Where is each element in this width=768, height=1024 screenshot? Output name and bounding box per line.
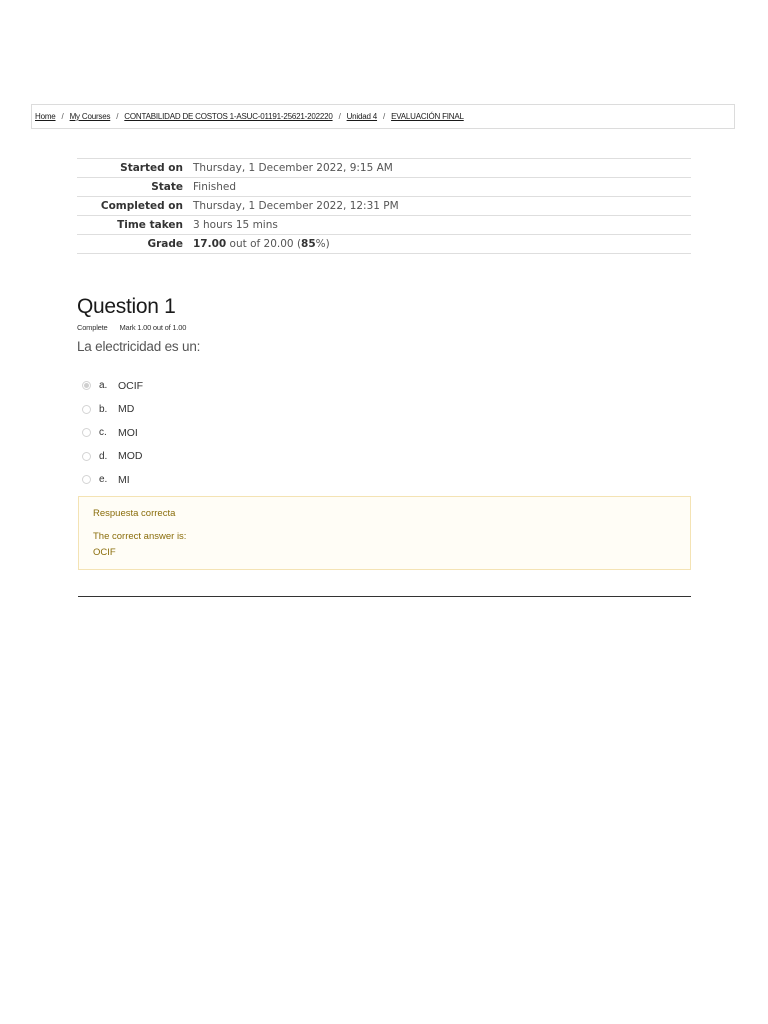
- grade-tail: %): [315, 238, 330, 250]
- answer-option-b[interactable]: [82, 398, 143, 422]
- correct-answer-label: The correct answer is:: [93, 531, 187, 542]
- correct-answer-value: OCIF: [93, 547, 116, 558]
- summary-row-grade: [77, 235, 691, 254]
- option-text: MOD: [118, 450, 143, 463]
- option-text: MI: [118, 473, 130, 486]
- grade-percent: 85: [301, 238, 316, 250]
- summary-row-started: [77, 159, 691, 178]
- summary-label: State: [151, 181, 183, 193]
- attempt-summary-table: [77, 158, 691, 254]
- breadcrumb: [31, 104, 735, 129]
- question-title: Question 1: [77, 295, 176, 318]
- option-text: OCIF: [118, 379, 144, 392]
- summary-label: Time taken: [117, 219, 183, 231]
- summary-row-time-taken: [77, 216, 691, 235]
- divider: [78, 596, 691, 597]
- radio-button[interactable]: [82, 428, 91, 437]
- grade-out-of: out of 20.00 (: [226, 238, 302, 250]
- option-letter: e.: [99, 474, 108, 486]
- answer-options: [82, 374, 143, 492]
- summary-value: Thursday, 1 December 2022, 9:15 AM: [193, 162, 393, 174]
- question-info: [77, 323, 186, 332]
- breadcrumb-home-link[interactable]: Home: [35, 112, 56, 121]
- question-mark: Mark 1.00 out of 1.00: [119, 323, 187, 332]
- feedback-result: Respuesta correcta: [93, 508, 176, 519]
- summary-label: Started on: [120, 162, 183, 174]
- summary-row-state: [77, 178, 691, 197]
- radio-button[interactable]: [82, 452, 91, 461]
- breadcrumb-separator: /: [383, 112, 386, 121]
- question-text: La electricidad es un:: [77, 339, 201, 354]
- answer-option-e[interactable]: [82, 468, 143, 492]
- grade-score: 17.00: [193, 238, 227, 250]
- feedback-box: [78, 496, 691, 570]
- option-text: MOI: [118, 426, 138, 439]
- answer-option-c[interactable]: [82, 421, 143, 445]
- option-letter: c.: [99, 427, 107, 439]
- summary-value: 3 hours 15 mins: [193, 219, 278, 231]
- breadcrumb-separator: /: [338, 112, 341, 121]
- summary-row-completed: [77, 197, 691, 216]
- option-text: MD: [118, 403, 135, 416]
- summary-label: Grade: [147, 238, 183, 250]
- summary-value: Thursday, 1 December 2022, 12:31 PM: [193, 200, 399, 212]
- radio-button[interactable]: [82, 475, 91, 484]
- breadcrumb-separator: /: [61, 112, 64, 121]
- breadcrumb-unit-link[interactable]: Unidad 4: [346, 112, 378, 121]
- grade-value: [193, 235, 691, 254]
- option-letter: d.: [99, 450, 108, 462]
- answer-option-d[interactable]: [82, 445, 143, 469]
- question-status: Complete: [77, 323, 108, 332]
- option-letter: a.: [99, 380, 108, 392]
- summary-label: Completed on: [100, 200, 183, 212]
- radio-button[interactable]: [82, 405, 91, 414]
- breadcrumb-course-link[interactable]: CONTABILIDAD DE COSTOS 1-ASUC-01191-25621-202220: [124, 112, 333, 121]
- answer-option-a[interactable]: [82, 374, 143, 398]
- breadcrumb-my-courses-link[interactable]: My Courses: [69, 112, 111, 121]
- breadcrumb-exam-link[interactable]: EVALUACIÓN FINAL: [391, 112, 464, 121]
- breadcrumb-separator: /: [116, 112, 119, 121]
- summary-value: Finished: [193, 181, 237, 193]
- radio-button-selected[interactable]: [82, 381, 91, 390]
- option-letter: b.: [99, 403, 108, 415]
